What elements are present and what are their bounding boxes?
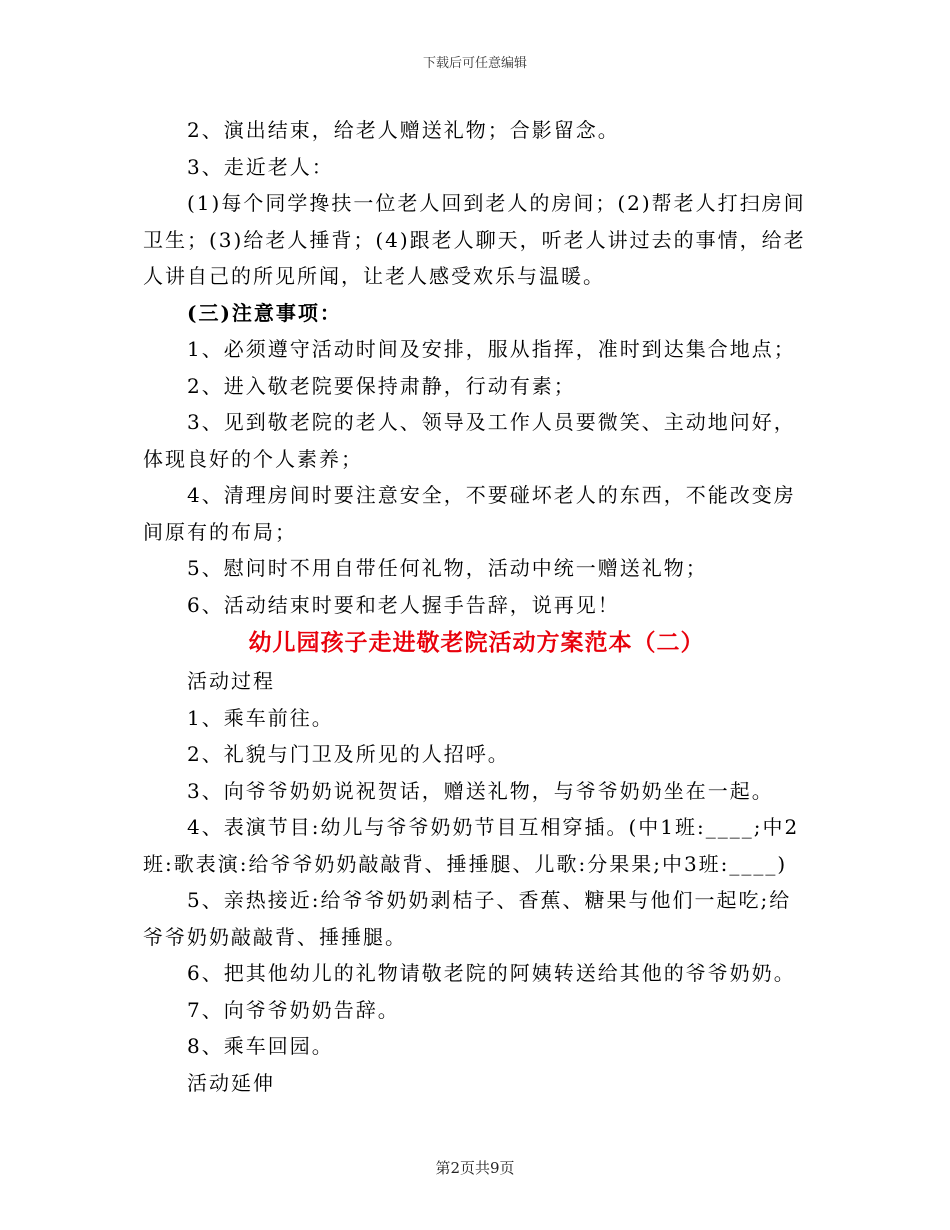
paragraph: 活动过程 (187, 669, 275, 693)
page-header: 下载后可任意编辑 (422, 56, 527, 71)
section-title: 幼儿园孩子走进敬老院活动方案范本（二） (248, 629, 705, 656)
paragraph: 1、必须遵守活动时间及安排，服从指挥，准时到达集合地点； (187, 337, 796, 361)
paragraph: 2、礼貌与门卫及所见的人招呼。 (187, 742, 510, 766)
paragraph: 5、亲热接近:给爷爷奶奶剥桔子、香蕉、糖果与他们一起吃;给爷爷奶奶敲敲背、捶捶腿。 (143, 888, 792, 949)
paragraph: 2、演出结束，给老人赠送礼物；合影留念。 (187, 118, 620, 142)
paragraph: 6、把其他幼儿的礼物请敬老院的阿姨转送给其他的爷爷奶奶。 (187, 961, 796, 985)
paragraph: 3、走近老人： (187, 154, 334, 179)
paragraph: 3、见到敬老院的老人、领导及工作人员要微笑、主动地问好，体现良好的个人素养； (143, 410, 796, 471)
paragraph: (1)每个同学搀扶一位老人回到老人的房间；(2)帮老人打扫房间卫生；(3)给老人捶背；(4)跟老人聊天，听老人讲过去的事情，给老人讲自己的所见所闻，让老人感受欢乐与温暖。 (143, 191, 806, 288)
paragraph: 1、乘车前往。 (187, 705, 334, 730)
page-footer: 第2页共9页 (435, 1159, 515, 1177)
paragraph: 4、清理房间时要注意安全，不要碰坏老人的东西，不能改变房间原有的布局； (143, 483, 796, 544)
paragraph: 6、活动结束时要和老人握手告辞，说再见！ (187, 592, 620, 617)
paragraph: 7、向爷爷奶奶告辞。 (187, 997, 400, 1022)
notice-heading: (三)注意事项： (187, 300, 342, 325)
paragraph: 4、表演节目:幼儿与爷爷奶奶节目互相穿插。(中1班:____;中2班:歌表演:给爷爷奶奶敲敲背、捶捶腿、儿歌:分果果;中3班:____) (143, 815, 800, 876)
paragraph: 5、慰问时不用自带任何礼物，活动中统一赠送礼物； (187, 556, 708, 580)
paragraph: 活动延伸 (187, 1070, 275, 1095)
document-body (143, 112, 810, 1101)
paragraph: 8、乘车回园。 (187, 1034, 334, 1058)
paragraph: 2、进入敬老院要保持肃静，行动有素； (187, 373, 576, 398)
paragraph: 3、向爷爷奶奶说祝贺话，赠送礼物，与爷爷奶奶坐在一起。 (187, 778, 774, 803)
